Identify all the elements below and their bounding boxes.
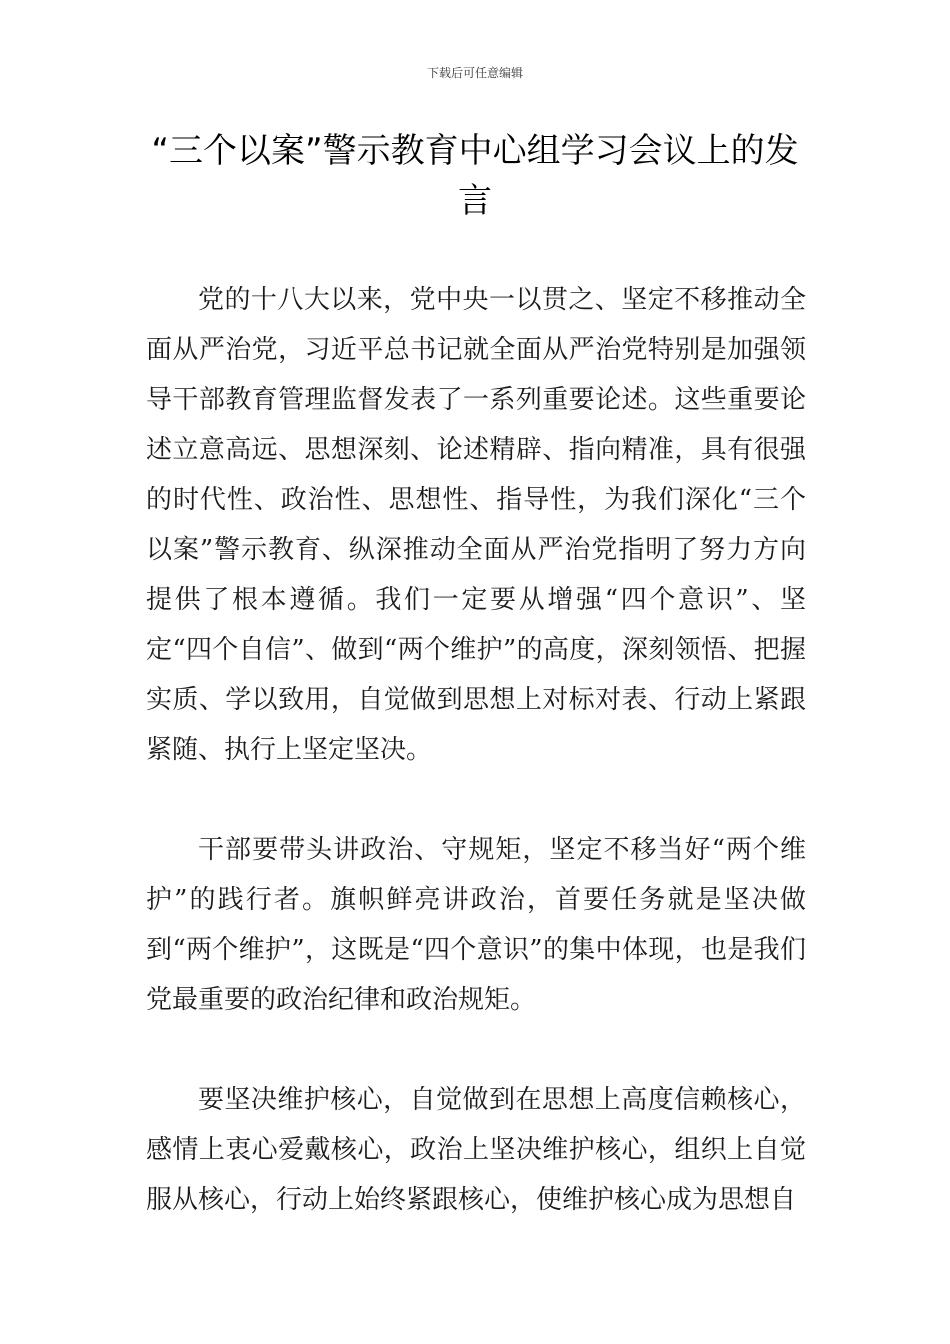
- paragraph-3: 要坚决维护核心，自觉做到在思想上高度信赖核心，感情上衷心爱戴核心，政治上坚决维护核心，组织上自觉服从核心，行动上始终紧跟核心，使维护核心成为思想自: [146, 1085, 806, 1215]
- header-note: 下载后可任意编辑: [426, 66, 523, 80]
- document-title: “三个以案”警示教育中心组学习会议上的发言: [151, 131, 799, 221]
- paragraph-2: 干部要带头讲政治、守规矩，坚定不移当好“两个维护”的践行者。旗帜鲜亮讲政治，首要任务就是坚决做到“两个维护”，这既是“四个意识”的集中体现，也是我们党最重要的政治纪律和政治规矩。: [146, 835, 806, 1015]
- paragraph-1: 党的十八大以来，党中央一以贯之、坚定不移推动全面从严治党，习近平总书记就全面从严治党特别是加强领导干部教育管理监督发表了一系列重要论述。这些重要论述立意高远、思想深刻、论述精辟、指向精准，具有很强的时代性、政治性、思想性、指导性，为我们深化“三个以案”警示教育、纵深推动全面从严治党指明了努力方向提供了根本遵循。我们一定要从增强“四个意识”、坚定“四个自信”、做到“两个维护”的高度，深刻领悟、把握实质、学以致用，自觉做到思想上对标对表、行动上紧跟紧随、执行上坚定坚决。: [146, 285, 806, 765]
- document-body: [146, 275, 806, 1275]
